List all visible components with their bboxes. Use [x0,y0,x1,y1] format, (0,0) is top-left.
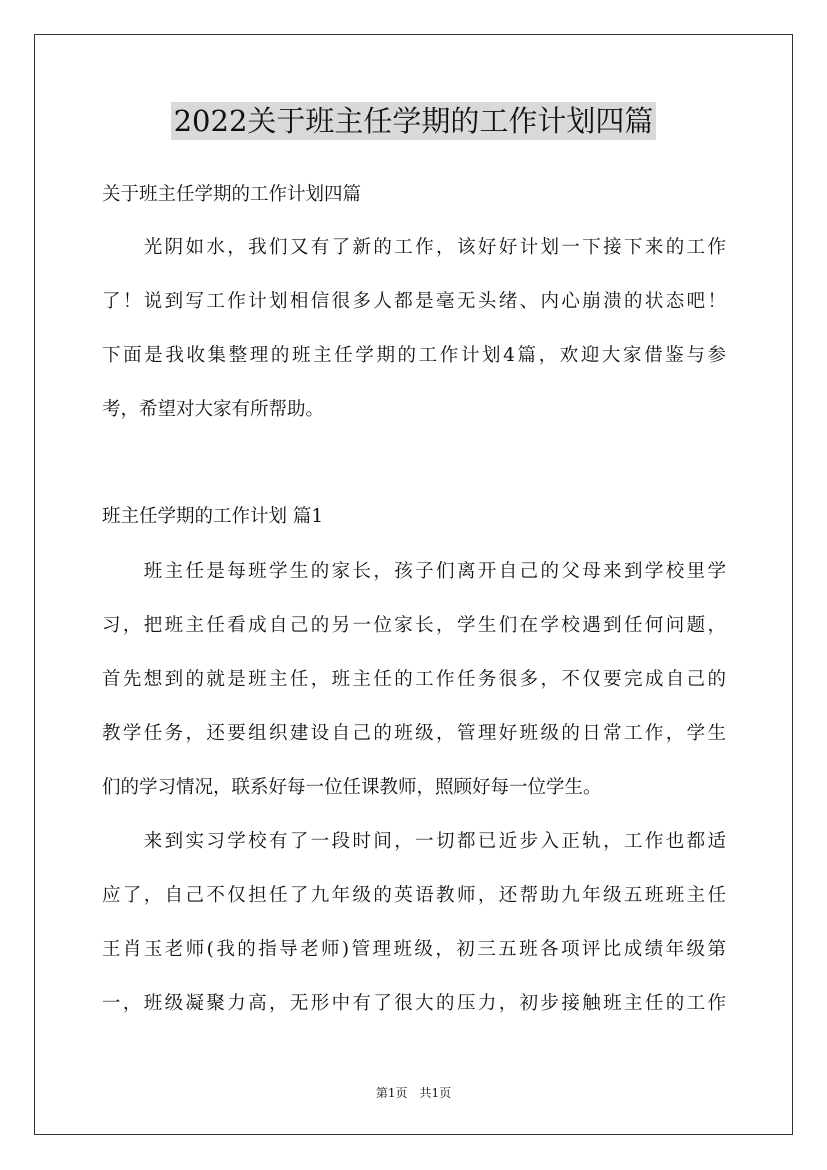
paragraph-line: 首先想到的就是班主任，班主任的工作任务很多，不仅要完成自己的 [102,669,726,690]
paragraph-line: 一，班级凝聚力高，无形中有了很大的压力，初步接触班主任的工作 [102,993,726,1014]
section-heading: 班主任学期的工作计划 篇1 [102,506,324,527]
paragraph-line: 考，希望对大家有所帮助。 [102,399,325,420]
paragraph-line: 来到实习学校有了一段时间，一切都已近步入正轨，工作也都适 [102,831,726,852]
paragraph-line: 了！说到写工作计划相信很多人都是毫无头绪、内心崩溃的状态吧！ [102,291,726,312]
title-container [0,102,827,140]
paragraph-line: 班主任是每班学生的家长，孩子们离开自己的父母来到学校里学 [102,561,726,582]
paragraph-line: 下面是我收集整理的班主任学期的工作计划4篇，欢迎大家借鉴与参 [102,345,726,366]
subtitle-line: 关于班主任学期的工作计划四篇 [102,184,362,205]
paragraph-line: 习，把班主任看成自己的另一位家长，学生们在学校遇到任何问题， [102,615,726,636]
paragraph-line: 应了，自己不仅担任了九年级的英语教师，还帮助九年级五班班主任 [102,885,726,906]
page-footer: 第1页 共1页 [375,1086,452,1100]
document-title: 2022关于班主任学期的工作计划四篇 [171,102,657,140]
paragraph-line: 王肖玉老师(我的指导老师)管理班级，初三五班各项评比成绩年级第 [102,939,726,960]
paragraph-line: 们的学习情况，联系好每一位任课教师，照顾好每一位学生。 [102,777,602,798]
paragraph-line: 光阴如水，我们又有了新的工作，该好好计划一下接下来的工作 [102,237,726,258]
paragraph-line: 教学任务，还要组织建设自己的班级，管理好班级的日常工作，学生 [102,723,726,744]
